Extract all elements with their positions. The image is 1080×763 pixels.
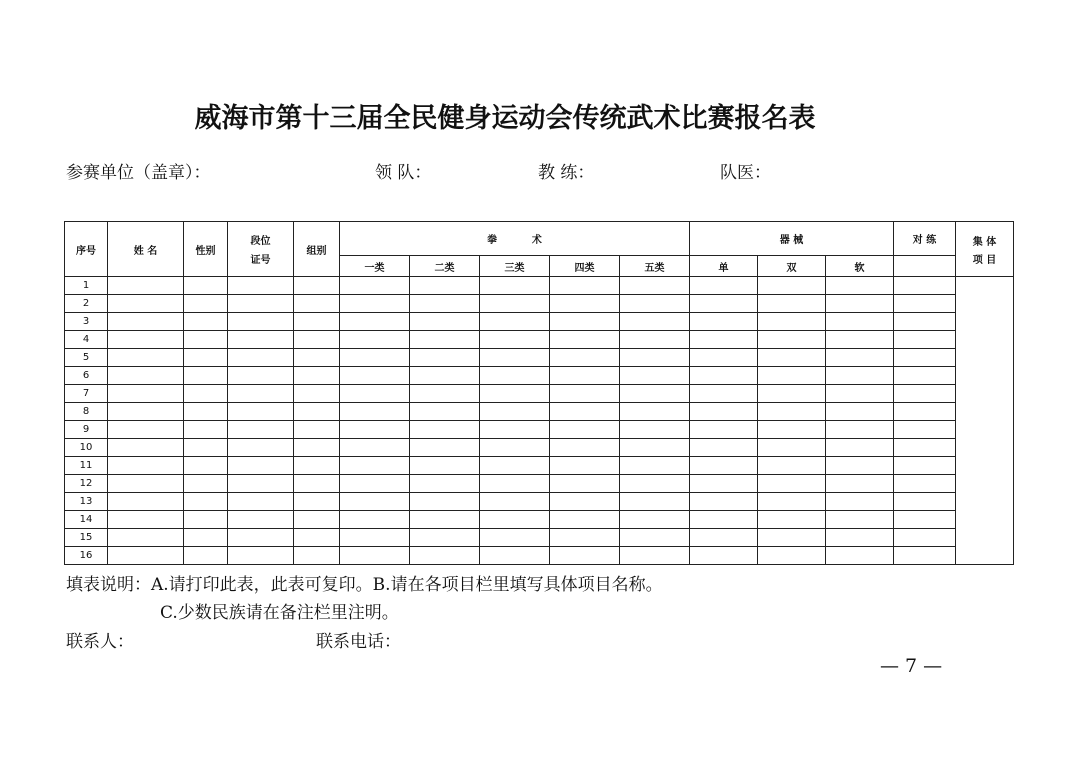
entry-cell[interactable] (340, 439, 410, 457)
header-rank-line1: 段位 (250, 236, 271, 247)
entry-cell[interactable] (108, 421, 184, 439)
entry-cell[interactable] (690, 421, 758, 439)
entry-cell[interactable] (480, 493, 550, 511)
entry-cell[interactable] (294, 511, 340, 529)
entry-cell[interactable] (894, 421, 956, 439)
entry-cell[interactable] (480, 511, 550, 529)
entry-cell[interactable] (690, 313, 758, 331)
entry-cell[interactable] (228, 439, 294, 457)
subheader-duilian-empty (894, 256, 956, 277)
entry-cell[interactable] (894, 511, 956, 529)
header-gender: 性别 (184, 222, 228, 277)
header-name: 姓 名 (108, 222, 184, 277)
subheader-cell: 一类 (340, 256, 410, 277)
entry-cell[interactable] (228, 331, 294, 349)
entry-cell[interactable] (480, 331, 550, 349)
entry-cell[interactable] (550, 367, 620, 385)
entry-cell[interactable] (294, 331, 340, 349)
phone-label: 联系电话： (316, 632, 401, 652)
subheader-cell: 单 (690, 256, 758, 277)
entry-cell[interactable] (894, 385, 956, 403)
entry-cell[interactable] (184, 421, 228, 439)
note-line2: C.少数民族请在备注栏里注明。 (160, 603, 399, 623)
row-number: 4 (65, 331, 108, 349)
table-row (65, 511, 1014, 529)
entry-cell[interactable] (758, 295, 826, 313)
doctor-label: 队医： (720, 163, 771, 183)
entry-cell[interactable] (690, 403, 758, 421)
entry-cell[interactable] (826, 439, 894, 457)
entry-cell[interactable] (228, 385, 294, 403)
jiti-entry-cell[interactable] (956, 277, 1014, 565)
row-number: 15 (65, 529, 108, 547)
header-quanshu: 拳 术 (340, 222, 690, 256)
entry-cell[interactable] (294, 403, 340, 421)
leader-label: 领 队： (375, 163, 432, 183)
entry-cell[interactable] (410, 313, 480, 331)
entry-cell[interactable] (340, 421, 410, 439)
header-rank-line2: 证号 (250, 255, 271, 266)
entry-cell[interactable] (410, 475, 480, 493)
entry-cell[interactable] (690, 475, 758, 493)
entry-cell[interactable] (620, 529, 690, 547)
entry-cell[interactable] (184, 295, 228, 313)
entry-cell[interactable] (826, 475, 894, 493)
entry-cell[interactable] (826, 367, 894, 385)
entry-cell[interactable] (690, 349, 758, 367)
entry-cell[interactable] (108, 403, 184, 421)
entry-cell[interactable] (550, 511, 620, 529)
entry-cell[interactable] (620, 439, 690, 457)
entry-cell[interactable] (294, 493, 340, 511)
table-row (65, 493, 1014, 511)
entry-cell[interactable] (108, 277, 184, 295)
contact-label: 联系人： (66, 632, 134, 652)
entry-cell[interactable] (826, 511, 894, 529)
entry-cell[interactable] (550, 331, 620, 349)
entry-cell[interactable] (184, 331, 228, 349)
row-number: 11 (65, 457, 108, 475)
entry-cell[interactable] (184, 457, 228, 475)
row-number: 8 (65, 403, 108, 421)
table-row (65, 529, 1014, 547)
subheader-cell: 二类 (410, 256, 480, 277)
entry-cell[interactable] (108, 349, 184, 367)
entry-cell[interactable] (894, 529, 956, 547)
table-row (65, 385, 1014, 403)
form-title: 威海市第十三届全民健身运动会传统武术比赛报名表 (194, 103, 816, 134)
entry-cell[interactable] (758, 385, 826, 403)
subheader-cell: 四类 (550, 256, 620, 277)
row-number: 5 (65, 349, 108, 367)
row-number: 14 (65, 511, 108, 529)
table-row (65, 439, 1014, 457)
table-body (65, 277, 1014, 565)
entry-cell[interactable] (108, 475, 184, 493)
entry-cell[interactable] (410, 511, 480, 529)
entry-cell[interactable] (690, 367, 758, 385)
entry-cell[interactable] (294, 421, 340, 439)
entry-cell[interactable] (480, 367, 550, 385)
entry-cell[interactable] (826, 313, 894, 331)
entry-cell[interactable] (894, 439, 956, 457)
entry-cell[interactable] (228, 313, 294, 331)
entry-cell[interactable] (550, 295, 620, 313)
entry-cell[interactable] (340, 457, 410, 475)
entry-cell[interactable] (108, 295, 184, 313)
entry-cell[interactable] (410, 403, 480, 421)
entry-cell[interactable] (228, 511, 294, 529)
entry-cell[interactable] (826, 385, 894, 403)
entry-cell[interactable] (620, 277, 690, 295)
entry-cell[interactable] (294, 457, 340, 475)
entry-cell[interactable] (758, 421, 826, 439)
entry-cell[interactable] (826, 493, 894, 511)
header-jiti-line2: 项 目 (972, 254, 997, 266)
row-number: 16 (65, 547, 108, 565)
entry-cell[interactable] (690, 457, 758, 475)
entry-cell[interactable] (294, 529, 340, 547)
entry-cell[interactable] (340, 367, 410, 385)
entry-cell[interactable] (294, 277, 340, 295)
entry-cell[interactable] (550, 439, 620, 457)
entry-cell[interactable] (340, 277, 410, 295)
entry-cell[interactable] (184, 511, 228, 529)
entry-cell[interactable] (340, 385, 410, 403)
entry-cell[interactable] (184, 313, 228, 331)
entry-cell[interactable] (758, 439, 826, 457)
entry-cell[interactable] (410, 529, 480, 547)
entry-cell[interactable] (894, 349, 956, 367)
entry-cell[interactable] (550, 313, 620, 331)
entry-cell[interactable] (480, 421, 550, 439)
entry-cell[interactable] (894, 475, 956, 493)
entry-cell[interactable] (894, 277, 956, 295)
entry-cell[interactable] (228, 529, 294, 547)
entry-cell[interactable] (184, 277, 228, 295)
entry-cell[interactable] (620, 385, 690, 403)
entry-cell[interactable] (410, 367, 480, 385)
entry-cell[interactable] (480, 313, 550, 331)
entry-cell[interactable] (108, 313, 184, 331)
entry-cell[interactable] (184, 367, 228, 385)
entry-cell[interactable] (690, 511, 758, 529)
entry-cell[interactable] (480, 439, 550, 457)
entry-cell[interactable] (550, 475, 620, 493)
entry-cell[interactable] (294, 349, 340, 367)
entry-cell[interactable] (410, 439, 480, 457)
entry-cell[interactable] (620, 493, 690, 511)
entry-cell[interactable] (550, 421, 620, 439)
entry-cell[interactable] (410, 457, 480, 475)
subheader-cell: 五类 (620, 256, 690, 277)
entry-cell[interactable] (758, 313, 826, 331)
entry-cell[interactable] (690, 295, 758, 313)
table-row (65, 331, 1014, 349)
entry-cell[interactable] (620, 457, 690, 475)
header-qixie: 器 械 (690, 222, 894, 256)
entry-cell[interactable] (894, 493, 956, 511)
entry-cell[interactable] (228, 403, 294, 421)
entry-cell[interactable] (894, 403, 956, 421)
row-number: 2 (65, 295, 108, 313)
entry-cell[interactable] (410, 277, 480, 295)
header-duilian: 对 练 (894, 222, 956, 256)
entry-cell[interactable] (480, 403, 550, 421)
entry-cell[interactable] (340, 547, 410, 565)
entry-cell[interactable] (620, 547, 690, 565)
entry-cell[interactable] (340, 475, 410, 493)
entry-cell[interactable] (758, 493, 826, 511)
entry-cell[interactable] (826, 421, 894, 439)
entry-cell[interactable] (620, 349, 690, 367)
entry-cell[interactable] (108, 367, 184, 385)
entry-cell[interactable] (228, 295, 294, 313)
table-row (65, 295, 1014, 313)
entry-cell[interactable] (184, 547, 228, 565)
entry-cell[interactable] (410, 349, 480, 367)
entry-cell[interactable] (340, 511, 410, 529)
entry-cell[interactable] (410, 421, 480, 439)
entry-cell[interactable] (826, 331, 894, 349)
table-row (65, 367, 1014, 385)
entry-cell[interactable] (758, 511, 826, 529)
entry-cell[interactable] (340, 403, 410, 421)
entry-cell[interactable] (894, 547, 956, 565)
entry-cell[interactable] (184, 493, 228, 511)
entry-cell[interactable] (184, 529, 228, 547)
table-row (65, 457, 1014, 475)
row-number: 6 (65, 367, 108, 385)
row-number: 10 (65, 439, 108, 457)
registration-table (64, 221, 1014, 565)
entry-cell[interactable] (620, 421, 690, 439)
entry-cell[interactable] (758, 457, 826, 475)
entry-cell[interactable] (108, 511, 184, 529)
entry-cell[interactable] (758, 529, 826, 547)
header-group: 组别 (294, 222, 340, 277)
row-number: 13 (65, 493, 108, 511)
entry-cell[interactable] (228, 421, 294, 439)
entry-cell[interactable] (480, 349, 550, 367)
header-seq: 序号 (65, 222, 108, 277)
entry-cell[interactable] (410, 331, 480, 349)
entry-cell[interactable] (550, 457, 620, 475)
entry-cell[interactable] (410, 385, 480, 403)
row-number: 9 (65, 421, 108, 439)
entry-cell[interactable] (108, 385, 184, 403)
entry-cell[interactable] (184, 439, 228, 457)
entry-cell[interactable] (758, 367, 826, 385)
header-rank (228, 222, 294, 277)
entry-cell[interactable] (758, 475, 826, 493)
row-number: 1 (65, 277, 108, 295)
entry-cell[interactable] (620, 511, 690, 529)
note-line1: 填表说明：A.请打印此表，此表可复印。B.请在各项目栏里填写具体项目名称。 (66, 575, 663, 595)
entry-cell[interactable] (228, 457, 294, 475)
coach-label: 教 练： (538, 163, 595, 183)
entry-cell[interactable] (690, 529, 758, 547)
entry-cell[interactable] (108, 529, 184, 547)
row-number: 12 (65, 475, 108, 493)
unit-label: 参赛单位（盖章）： (66, 163, 211, 183)
entry-cell[interactable] (228, 493, 294, 511)
entry-cell[interactable] (550, 547, 620, 565)
entry-cell[interactable] (826, 295, 894, 313)
entry-cell[interactable] (758, 547, 826, 565)
entry-cell[interactable] (184, 385, 228, 403)
page-number: — 7 — (880, 655, 943, 677)
entry-cell[interactable] (550, 277, 620, 295)
entry-cell[interactable] (294, 295, 340, 313)
entry-cell[interactable] (184, 403, 228, 421)
row-number: 3 (65, 313, 108, 331)
entry-cell[interactable] (758, 349, 826, 367)
entry-cell[interactable] (340, 349, 410, 367)
entry-cell[interactable] (294, 385, 340, 403)
entry-cell[interactable] (108, 547, 184, 565)
subheader-cell: 软 (826, 256, 894, 277)
entry-cell[interactable] (620, 475, 690, 493)
entry-cell[interactable] (108, 493, 184, 511)
entry-cell[interactable] (294, 475, 340, 493)
entry-cell[interactable] (294, 313, 340, 331)
entry-cell[interactable] (894, 457, 956, 475)
entry-cell[interactable] (758, 277, 826, 295)
entry-cell[interactable] (340, 529, 410, 547)
entry-cell[interactable] (826, 349, 894, 367)
entry-cell[interactable] (826, 547, 894, 565)
entry-cell[interactable] (340, 493, 410, 511)
entry-cell[interactable] (550, 529, 620, 547)
entry-cell[interactable] (228, 277, 294, 295)
entry-cell[interactable] (228, 547, 294, 565)
entry-cell[interactable] (620, 403, 690, 421)
entry-cell[interactable] (108, 439, 184, 457)
entry-cell[interactable] (340, 295, 410, 313)
entry-cell[interactable] (108, 331, 184, 349)
subheader-cell: 双 (758, 256, 826, 277)
entry-cell[interactable] (550, 349, 620, 367)
entry-cell[interactable] (480, 547, 550, 565)
entry-cell[interactable] (550, 493, 620, 511)
entry-cell[interactable] (108, 457, 184, 475)
header-jiti-line1: 集 体 (972, 236, 997, 248)
entry-cell[interactable] (826, 403, 894, 421)
entry-cell[interactable] (826, 529, 894, 547)
table-row (65, 277, 1014, 295)
entry-cell[interactable] (228, 349, 294, 367)
entry-cell[interactable] (550, 403, 620, 421)
table-row (65, 421, 1014, 439)
entry-cell[interactable] (690, 331, 758, 349)
entry-cell[interactable] (294, 439, 340, 457)
entry-cell[interactable] (294, 367, 340, 385)
entry-cell[interactable] (894, 367, 956, 385)
subheader-cell: 三类 (480, 256, 550, 277)
entry-cell[interactable] (228, 475, 294, 493)
entry-cell[interactable] (826, 277, 894, 295)
entry-cell[interactable] (480, 295, 550, 313)
entry-cell[interactable] (294, 547, 340, 565)
entry-cell[interactable] (480, 475, 550, 493)
entry-cell[interactable] (758, 331, 826, 349)
row-number: 7 (65, 385, 108, 403)
entry-cell[interactable] (826, 457, 894, 475)
entry-cell[interactable] (228, 367, 294, 385)
entry-cell[interactable] (690, 439, 758, 457)
entry-cell[interactable] (184, 475, 228, 493)
table-row (65, 475, 1014, 493)
entry-cell[interactable] (620, 367, 690, 385)
table-row (65, 403, 1014, 421)
entry-cell[interactable] (480, 529, 550, 547)
table-row (65, 547, 1014, 565)
entry-cell[interactable] (690, 493, 758, 511)
entry-cell[interactable] (894, 331, 956, 349)
entry-cell[interactable] (894, 313, 956, 331)
entry-cell[interactable] (480, 385, 550, 403)
entry-cell[interactable] (620, 331, 690, 349)
entry-cell[interactable] (340, 331, 410, 349)
entry-cell[interactable] (184, 349, 228, 367)
entry-cell[interactable] (480, 277, 550, 295)
header-jiti (956, 222, 1014, 277)
entry-cell[interactable] (410, 295, 480, 313)
entry-cell[interactable] (550, 385, 620, 403)
entry-cell[interactable] (480, 457, 550, 475)
entry-cell[interactable] (690, 385, 758, 403)
table-row (65, 313, 1014, 331)
entry-cell[interactable] (410, 547, 480, 565)
entry-cell[interactable] (340, 313, 410, 331)
entry-cell[interactable] (894, 295, 956, 313)
entry-cell[interactable] (758, 403, 826, 421)
entry-cell[interactable] (690, 277, 758, 295)
table-row (65, 349, 1014, 367)
entry-cell[interactable] (620, 313, 690, 331)
entry-cell[interactable] (690, 547, 758, 565)
entry-cell[interactable] (410, 493, 480, 511)
entry-cell[interactable] (620, 295, 690, 313)
